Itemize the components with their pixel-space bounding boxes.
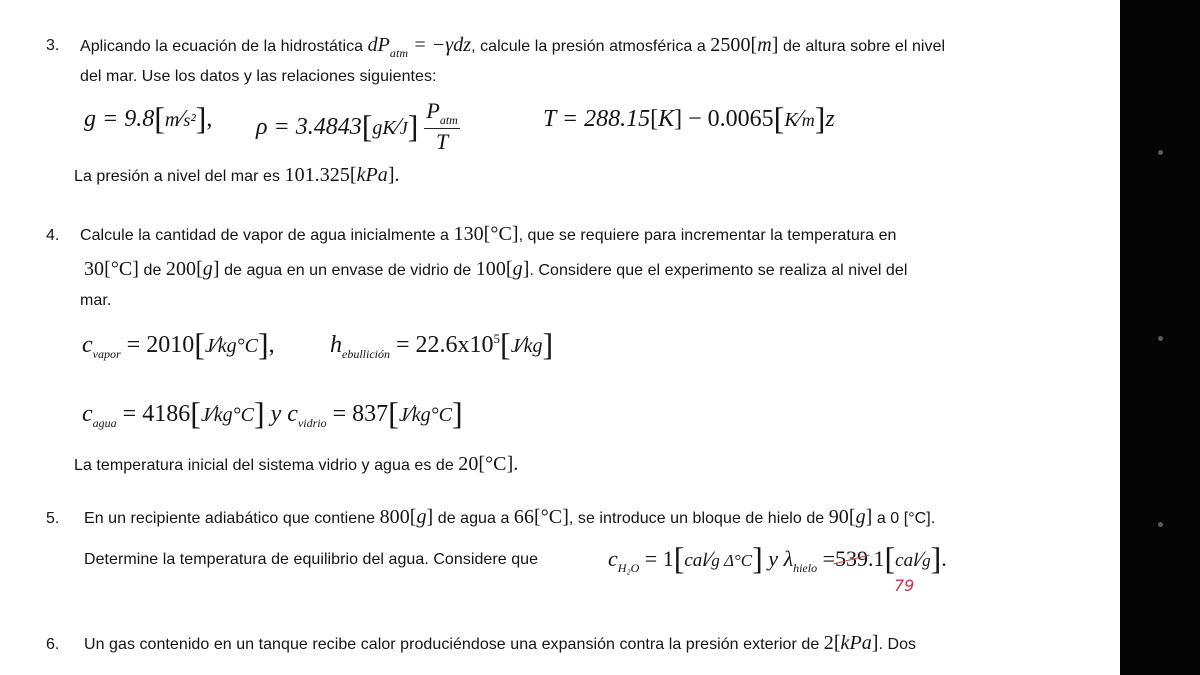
exterior-pressure-value: 2[kPa] — [823, 632, 879, 654]
nav-dot-icon[interactable] — [1158, 522, 1163, 527]
handwritten-correction: 79 — [894, 576, 915, 595]
glass-mass: 100[g] — [475, 258, 530, 280]
temperature-increase: 30[°C] — [84, 258, 139, 280]
initial-temperature-line: La temperatura inicial del sistema vidrio y agua es de 20[°C]. — [74, 453, 519, 475]
water-mass-value: 800[g] — [379, 506, 434, 528]
nav-dot-icon[interactable] — [1158, 150, 1163, 155]
problem-3-number: 3. — [46, 37, 60, 54]
nav-dot-icon[interactable] — [1158, 336, 1163, 341]
problem-6-line-1: Un gas contenido en un tanque recibe calor produciéndose una expansión contra la presión exterior de 2[kPa]. Dos — [84, 632, 917, 654]
problem-3-line-2: del mar. Use los datos y las relaciones siguientes: — [80, 68, 437, 85]
ice-mass-value: 90[g] — [828, 506, 873, 528]
density-formula: ρ = 3.4843[gK⁄J] $\frac{P_{atm}}{T}$ — [256, 98, 458, 154]
ice-constants-formula: $c_{H_2O}$ = 1[cal⁄g Δ°C] y $\lambda_{hielo}$ =539.1[cal⁄g]. — [608, 540, 947, 576]
sea-level-pressure-line: La presión a nivel del mar es 101.325[kPa]. — [74, 164, 400, 186]
problem-4-line-2: 30[°C] de 200[g] de agua en un envase de vidrio de 100[g]. Considere que el experimento se realiza al nivel del — [84, 258, 908, 280]
vapor-specific-heat-formula: $c_{vapor}$ = 2010[J⁄kg°C], — [82, 326, 275, 362]
water-temperature-value: 66[°C] — [513, 506, 569, 528]
gravity-formula: g = 9.8[m⁄s²], — [84, 100, 213, 136]
problem-4-line-3: mar. — [80, 292, 112, 309]
struck-latent-heat: 539 — [835, 546, 869, 571]
water-specific-heat-formula: $c_{agua}$ = 4186[J⁄kg°C] y $c_{vidrio}$ = 837[J⁄kg°C] — [82, 395, 463, 431]
problem-5-line-1: En un recipiente adiabático que contiene 800[g] de agua a 66[°C], se introduce un bloque de hielo de 90[g] a 0 [°C]. — [84, 506, 936, 528]
temperature-formula: T = 288.15[K] − 0.0065[K⁄m]z — [543, 100, 835, 136]
hydrostatic-equation: $dP_{atm} = -\gamma dz$ — [367, 34, 472, 60]
boiling-enthalpy-formula: $h_{ebullición}$ = $22.6x10^5[J⁄kg]$ — [330, 326, 554, 362]
initial-temperature-value: 20[°C]. — [458, 453, 519, 475]
vapor-temperature: 130[°C] — [453, 223, 519, 245]
problem-4-line-1: Calcule la cantidad de vapor de agua inicialmente a 130[°C], que se requiere para incrementar la temperatura en — [80, 223, 897, 245]
sea-level-pressure-value: 101.325[kPa]. — [284, 164, 400, 186]
problem-5-line-2: Determine la temperatura de equilibrio del agua. Considere que — [84, 551, 539, 568]
problem-4-number: 4. — [46, 227, 60, 244]
pressure-over-temperature: $\frac{P_{atm}}{T}$ — [426, 98, 458, 154]
problem-6-number: 6. — [46, 636, 60, 653]
height-value: 2500[m] — [710, 34, 779, 56]
water-mass: 200[g] — [165, 258, 220, 280]
problem-3-line-1: Aplicando la ecuación de la hidrostática $dP_{atm} = -\gamma dz$, calcule la presión atmosférica a 2500[m] de altura sobre el nivel — [80, 34, 946, 60]
problem-5-number: 5. — [46, 510, 60, 527]
